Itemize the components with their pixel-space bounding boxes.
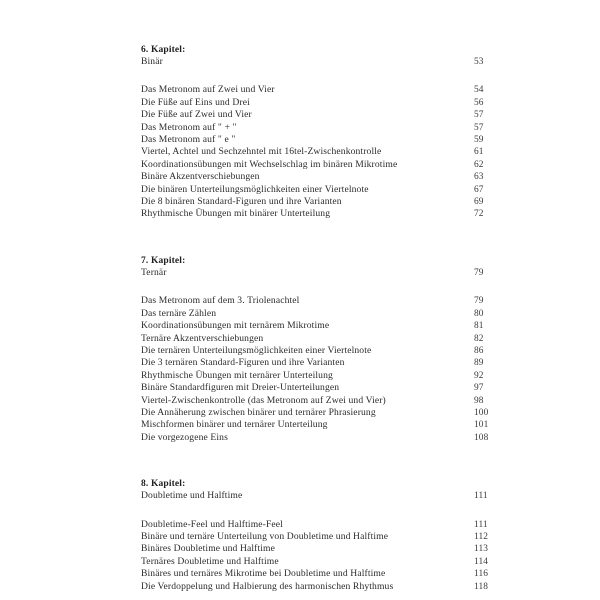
chapter-page-number: 111 xyxy=(474,491,488,502)
toc-entry-label: Viertel-Zwischenkontrolle (das Metronom auf Zwei und Vier) xyxy=(141,394,386,406)
toc-entry-page-number: 56 xyxy=(474,97,484,108)
toc-entry-page-number: 108 xyxy=(474,432,489,443)
toc-entry-label: Rhythmische Übungen mit ternärer Unterteilung xyxy=(141,369,333,381)
toc-entry-row[interactable] xyxy=(141,208,500,220)
chapter-entry-list xyxy=(141,519,500,593)
toc-entry-row[interactable] xyxy=(141,382,500,394)
chapter-block xyxy=(141,44,500,221)
toc-entry-row[interactable] xyxy=(141,109,500,121)
toc-entry-label: Das Metronom auf " e " xyxy=(141,134,236,146)
toc-entry-label: Koordinationsübungen mit Wechselschlag im binären Mikrotime xyxy=(141,158,398,170)
toc-entry-page-number: 81 xyxy=(474,321,484,332)
toc-entry-label: Rhythmische Übungen mit binärer Unterteilung xyxy=(141,208,331,220)
toc-entry-page-number: 111 xyxy=(474,519,488,530)
toc-entry-label: Binäres und ternäres Mikrotime bei Doubletime und Halftime xyxy=(141,568,386,580)
chapter-heading xyxy=(141,478,500,490)
toc-entry-row[interactable] xyxy=(141,556,500,568)
toc-entry-page-number: 72 xyxy=(474,209,484,220)
toc-entry-label: Die Füße auf Eins und Drei xyxy=(141,96,250,108)
toc-entry-row[interactable] xyxy=(141,531,500,543)
toc-entry-row[interactable] xyxy=(141,308,500,320)
toc-entry-label: Ternäre Akzentverschiebungen xyxy=(141,332,264,344)
toc-entry-row[interactable] xyxy=(141,407,500,419)
toc-entry-label: Mischformen binärer und ternärer Unterteilung xyxy=(141,419,328,431)
toc-entry-page-number: 92 xyxy=(474,370,484,381)
chapter-title-row[interactable] xyxy=(141,56,500,68)
toc-entry-row[interactable] xyxy=(141,196,500,208)
toc-entry-label: Ternäres Doubletime und Halftime xyxy=(141,555,279,567)
chapter-title: Ternär xyxy=(141,266,167,278)
toc-entry-page-number: 57 xyxy=(474,110,484,121)
toc-entry-row[interactable] xyxy=(141,184,500,196)
toc-entry-row[interactable] xyxy=(141,581,500,593)
toc-entry-label: Die Füße auf Zwei und Vier xyxy=(141,109,252,121)
chapter-page-number: 79 xyxy=(474,267,484,278)
toc-entry-row[interactable] xyxy=(141,370,500,382)
toc-entry-page-number: 112 xyxy=(474,531,489,542)
toc-entry-page-number: 97 xyxy=(474,383,484,394)
toc-entry-label: Die ternären Unterteilungsmöglichkeiten einer Viertelnote xyxy=(141,344,372,356)
toc-entry-label: Das Metronom auf " + " xyxy=(141,121,237,133)
toc-entry-page-number: 61 xyxy=(474,147,484,158)
chapter-title-row[interactable] xyxy=(141,490,500,502)
toc-entry-label: Binäres Doubletime und Halftime xyxy=(141,543,276,555)
chapter-heading xyxy=(141,255,500,267)
chapter-list xyxy=(141,44,500,593)
chapter-title: Binär xyxy=(141,56,163,67)
chapter-entry-list xyxy=(141,84,500,220)
toc-entry-page-number: 98 xyxy=(474,395,484,406)
toc-entry-page-number: 89 xyxy=(474,358,484,369)
toc-entry-label: Die vorgezogene Eins xyxy=(141,431,228,443)
toc-entry-page-number: 116 xyxy=(474,569,489,580)
toc-entry-row[interactable] xyxy=(141,419,500,431)
toc-entry-row[interactable] xyxy=(141,543,500,555)
chapter-number-label: 8. Kapitel: xyxy=(141,479,186,490)
chapter-block xyxy=(141,478,500,593)
toc-entry-label: Das Metronom auf Zwei und Vier xyxy=(141,84,275,96)
toc-entry-row[interactable] xyxy=(141,568,500,580)
toc-entry-page-number: 54 xyxy=(474,85,484,96)
chapter-title-row[interactable] xyxy=(141,267,500,279)
toc-entry-page-number: 62 xyxy=(474,159,484,170)
toc-entry-row[interactable] xyxy=(141,84,500,96)
toc-entry-row[interactable] xyxy=(141,357,500,369)
toc-entry-row[interactable] xyxy=(141,122,500,134)
toc-entry-page-number: 67 xyxy=(474,184,484,195)
toc-entry-row[interactable] xyxy=(141,97,500,109)
toc-entry-label: Binäre Standardfiguren mit Dreier-Unterteilungen xyxy=(141,382,340,394)
toc-entry-label: Das ternäre Zählen xyxy=(141,307,217,319)
toc-entry-row[interactable] xyxy=(141,134,500,146)
toc-entry-page-number: 63 xyxy=(474,172,484,183)
toc-entry-row[interactable] xyxy=(141,432,500,444)
toc-entry-row[interactable] xyxy=(141,333,500,345)
toc-entry-page-number: 86 xyxy=(474,345,484,356)
toc-entry-label: Viertel, Achtel und Sechzehntel mit 16tel-Zwischenkontrolle xyxy=(141,146,382,158)
toc-entry-label: Binäre und ternäre Unterteilung von Doubletime und Halftime xyxy=(141,530,389,542)
toc-entry-page-number: 80 xyxy=(474,308,484,319)
toc-entry-row[interactable] xyxy=(141,295,500,307)
toc-entry-page-number: 113 xyxy=(474,544,489,555)
toc-entry-page-number: 82 xyxy=(474,333,484,344)
toc-entry-page-number: 69 xyxy=(474,197,484,208)
toc-entry-row[interactable] xyxy=(141,395,500,407)
toc-entry-page-number: 100 xyxy=(474,407,489,418)
toc-entry-label: Die binären Unterteilungsmöglichkeiten einer Viertelnote xyxy=(141,183,369,195)
toc-entry-page-number: 79 xyxy=(474,296,484,307)
chapter-entry-list xyxy=(141,295,500,444)
toc-entry-page-number: 57 xyxy=(474,122,484,133)
toc-entry-label: Die Annäherung zwischen binärer und ternärer Phrasierung xyxy=(141,406,376,418)
toc-entry-label: Das Metronom auf dem 3. Triolenachtel xyxy=(141,295,300,307)
toc-entry-label: Doubletime-Feel und Halftime-Feel xyxy=(141,518,283,530)
toc-entry-page-number: 114 xyxy=(474,556,489,567)
toc-entry-page-number: 118 xyxy=(474,581,489,592)
toc-entry-row[interactable] xyxy=(141,146,500,158)
toc-entry-row[interactable] xyxy=(141,345,500,357)
toc-entry-label: Binäre Akzentverschiebungen xyxy=(141,171,260,183)
toc-entry-row[interactable] xyxy=(141,171,500,183)
chapter-page-number: 53 xyxy=(474,57,484,67)
chapter-block xyxy=(141,255,500,444)
toc-entry-row[interactable] xyxy=(141,519,500,531)
chapter-heading xyxy=(141,44,500,56)
toc-entry-label: Die Verdoppelung und Halbierung des harmonischen Rhythmus xyxy=(141,580,394,592)
chapter-number-label: 6. Kapitel: xyxy=(141,45,186,55)
toc-entry-page-number: 101 xyxy=(474,420,489,431)
chapter-title: Doubletime und Halftime xyxy=(141,490,243,502)
toc-entry-label: Die 8 binären Standard-Figuren und ihre Varianten xyxy=(141,196,342,208)
toc-entry-row[interactable] xyxy=(141,159,500,171)
toc-entry-page-number: 59 xyxy=(474,135,484,146)
toc-entry-row[interactable] xyxy=(141,320,500,332)
toc-entry-label: Die 3 ternären Standard-Figuren und ihre Varianten xyxy=(141,357,345,369)
chapter-number-label: 7. Kapitel: xyxy=(141,255,186,266)
toc-entry-label: Koordinationsübungen mit ternärem Mikrotime xyxy=(141,320,330,332)
